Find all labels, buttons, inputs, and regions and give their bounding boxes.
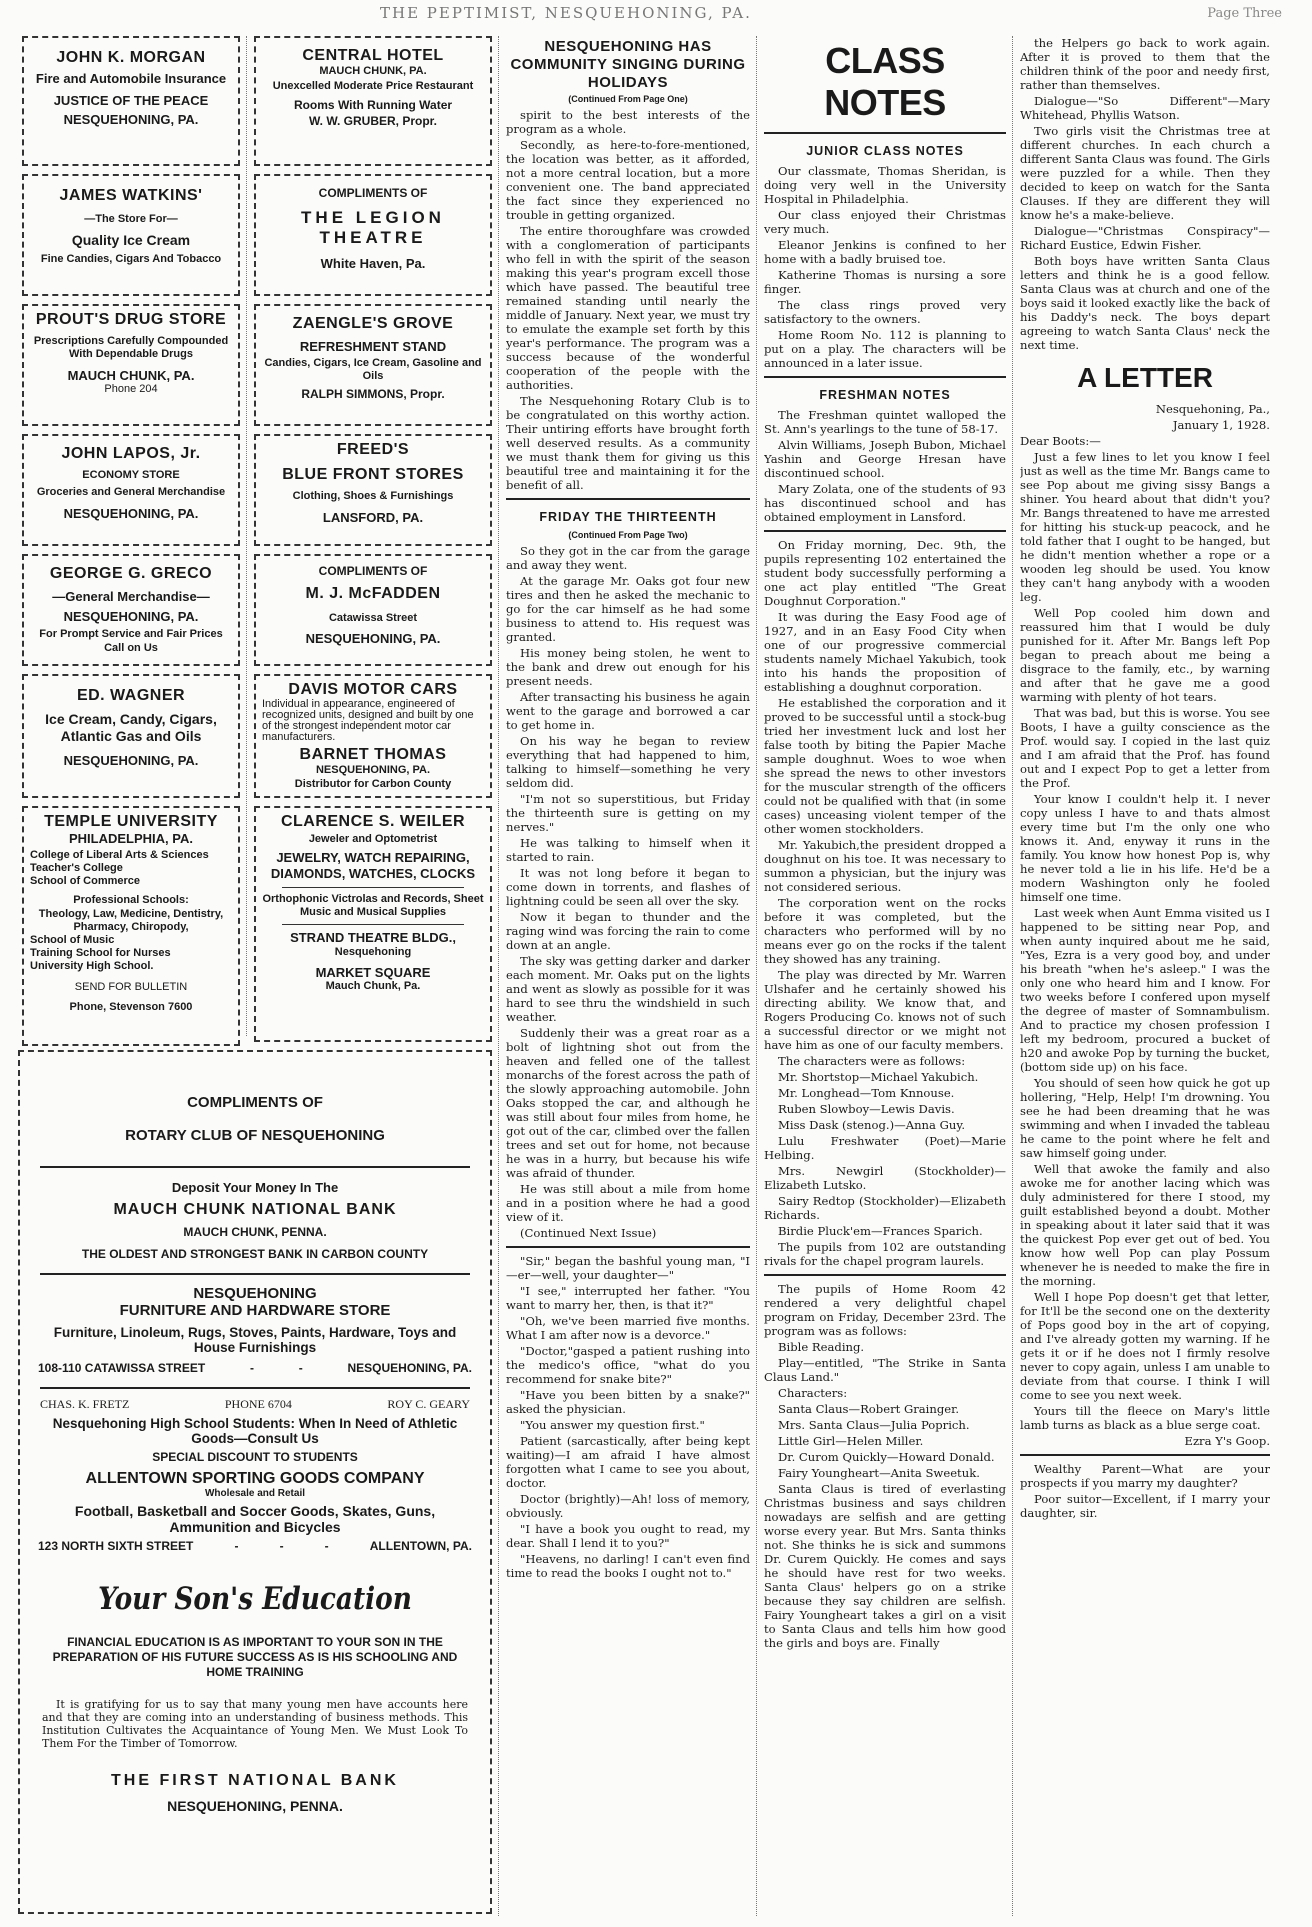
junior-notes (764, 164, 1006, 370)
paragraph: Lulu Freshwater (Poet)—Marie Helbing. (764, 1134, 1006, 1162)
paragraph: "Oh, we've been married five months. What I am after now is a devorce." (506, 1314, 750, 1342)
divider (40, 1387, 470, 1389)
ad-line: Nesquehoning (334, 945, 412, 958)
ad-davis-motor-cars (254, 674, 492, 798)
room-42-notes (764, 1282, 1006, 1650)
paragraph: The entire thoroughfare was crowded with a conglomeration of participants who fell in with the spirit of the season making this year's program excell those which have passed. The beautiful tree remained standing until nearly the middle of January. Next year, we must try to emulate the example set forth by this year's performance. The program was a success because of the wonderful cooperation of the people with the authorities. (506, 224, 750, 392)
paragraph: It was during the Easy Food age of 1927, and in an Easy Food City when one of our progressive commercial students namely Michael Yakubich, took into his hands the proposition of establishing a doughnut corporation. (764, 610, 1006, 694)
ad-john-morgan (22, 36, 240, 166)
column-3-articles (506, 36, 750, 1582)
ad-line: Distributor for Carbon County (294, 777, 452, 790)
section-title: FRESHMAN NOTES (819, 388, 951, 402)
section-title: JUNIOR CLASS NOTES (806, 144, 964, 158)
ad-line: FINANCIAL EDUCATION IS AS IMPORTANT TO YOUR SON IN THE PREPARATION OF HIS FUTURE SUCCESS AS IS HIS SCHOOLING AND HOME TRAINING (52, 1635, 458, 1679)
paragraph: "I'm not so superstitious, but Friday the thirteenth sure is getting on my nerves." (506, 792, 750, 834)
ad-line: Phone 204 (104, 383, 158, 396)
paragraph: Well Pop cooled him down and reassured him that I would be duly punished for it. After Mr. Bangs left Pop began to preach about me being a disgrace to the family, etc., by warning and after that he gave me a good warming with plenty of hot tears. (1020, 606, 1270, 704)
ad-dash: - (324, 1539, 329, 1553)
paragraph: The pupils of Home Room 42 rendered a very delightful chapel program on Friday, December 23rd. The program was as follows: (764, 1282, 1006, 1338)
paragraph: The characters were as follows: (778, 1054, 966, 1068)
divider (764, 1274, 1006, 1276)
paragraph: Wealthy Parent—What are your prospects if you marry my daughter? (1020, 1462, 1270, 1490)
ad-name: M. J. McFADDEN (305, 585, 441, 603)
paragraph: Our classmate, Thomas Sheridan, is doing very well in the University Hospital in Philadelphia. (764, 164, 1006, 206)
ad-name: CENTRAL HOTEL (302, 47, 444, 64)
ad-line: ALLENTOWN, PA. (369, 1539, 472, 1553)
ad-dash: - (279, 1539, 284, 1553)
paragraph: "Heavens, no darling! I can't even find time to read the books I ought not to." (506, 1552, 750, 1580)
ad-line: Clothing, Shoes & Furnishings (292, 490, 454, 503)
ad-line: JEWELRY, WATCH REPAIRING, DIAMONDS, WATCHES, CLOCKS (270, 850, 476, 881)
paragraph: Eleanor Jenkins is confined to her home with a badly bruised toe. (764, 238, 1006, 266)
ad-line: THE OLDEST AND STRONGEST BANK IN CARBON COUNTY (81, 1247, 429, 1261)
ad-line: Deposit Your Money In The (171, 1180, 339, 1195)
freshman-notes (764, 408, 1006, 524)
paragraph: Santa Claus—Robert Grainger. (778, 1402, 960, 1416)
paragraph: He established the corporation and it proved to be successful until a stock-bug tried her investment luck and lost her false tooth by biting the Papier Mache sample doughnut. Woes to woe when she spread the news to other investors for the muscular strength of the officers could not be qualified with that (in some cases) unceasing violent temper of the other women stockholders. (764, 696, 1006, 836)
paragraph: Mrs. Santa Claus—Julia Poprich. (778, 1418, 970, 1432)
jokes (506, 1254, 750, 1580)
ad-name: JOHN LAPOS, Jr. (61, 445, 201, 462)
paragraph: Fairy Youngheart—Anita Sweetuk. (778, 1466, 980, 1480)
ad-line: PHILADELPHIA, PA. (69, 831, 193, 847)
paragraph: Ruben Slowboy—Lewis Davis. (778, 1102, 955, 1116)
ad-line: Nesquehoning High School Students: When In Need of Athletic Goods—Consult Us (52, 1416, 458, 1446)
paragraph: Well I hope Pop doesn't get that letter, for It'll be the second one on the dexterity of Pops good boy in the art of copying, and I've already gotten my warning. If he gets it or if he does not I firmly resolve never to copy again, unless I am unable to deviate from that course. I think I will come to see you next week. (1020, 1290, 1270, 1402)
ad-line: White Haven, Pa. (320, 256, 426, 272)
divider (282, 924, 464, 925)
ad-legion-theatre (254, 174, 492, 296)
ad-line: Furniture, Linoleum, Rugs, Stoves, Paints, Hardware, Toys and House Furnishings (53, 1325, 457, 1355)
ad-line: Teacher's College (30, 861, 123, 874)
column-rule (756, 36, 757, 1916)
ad-line: Jeweler and Optometrist (308, 833, 438, 846)
paragraph: Home Room No. 112 is planning to put on a play. The characters will be announced in a later issue. (764, 328, 1006, 370)
ad-line: NESQUEHONING, PA. (315, 764, 431, 777)
divider (1020, 1454, 1270, 1456)
paragraph: Mr. Longhead—Tom Knnouse. (778, 1086, 955, 1100)
ad-line: Football, Basketball and Soccer Goods, Skates, Guns, Ammunition and Bicycles (74, 1503, 436, 1535)
paragraph: "I have a book you ought to read, my dear. Shall I lend it to you?" (506, 1522, 750, 1550)
ad-line: W. W. GRUBER, Propr. (308, 113, 437, 128)
divider (506, 1246, 750, 1248)
class-notes-title: CLASS NOTES (824, 40, 946, 123)
ad-name: THE LEGION THEATRE (301, 208, 445, 248)
paragraph: spirit to the best interests of the program as a whole. (506, 108, 750, 136)
ad-george-greco (22, 554, 240, 666)
ad-line: Candies, Cigars, Ice Cream, Gasoline and Oils (264, 356, 482, 382)
large-ad-block (18, 1050, 492, 1914)
ad-line: COMPLIMENTS OF (318, 186, 428, 200)
ad-line: NESQUEHONING, PA. (63, 608, 199, 624)
ad-line: MARKET SQUARE (315, 964, 431, 980)
ad-name: ED. WAGNER (76, 687, 186, 704)
paragraph: Alvin Williams, Joseph Bubon, Michael Yashin and George Hresan have discontinued school. (764, 438, 1006, 480)
letter-signature: Ezra Y's Goop. (1184, 1434, 1270, 1448)
ad-line: NESQUEHONING, PA. (305, 630, 441, 646)
ad-james-watkins (22, 174, 240, 296)
ad-name: CLARENCE S. WEILER (280, 813, 466, 830)
ad-line: Fire and Automobile Insurance (35, 71, 227, 87)
sporting-goods-ad (20, 1397, 490, 1553)
paragraph: Just a few lines to let you know I feel just as well as the time Mr. Bangs came to see Pop about me giving sissy Bangs a shiner. You heard about that didn't you? Mr. Bangs threatened to have me arrested for hitting his stuck-up peacock, and he told father that I ought to be hanged, but he didn't mention whether a rope or a wooden leg should be used. You know they can't hang anybody with a wooden leg. (1020, 450, 1270, 604)
letter-title: A LETTER (1077, 362, 1213, 393)
paragraph: His money being stolen, he went to the bank and drew out enough for his present needs. (506, 646, 750, 688)
ad-line: —General Merchandise— (52, 589, 210, 605)
ad-line: ECONOMY STORE (82, 469, 180, 482)
ad-ed-wagner (22, 674, 240, 798)
paragraph: The Nesquehoning Rotary Club is to be congratulated on this worthy action. Their untiring efforts have brought forth well deserved results. As a community we must thank them for giving us this beautiful tree and maintaining it for the benefit of all. (506, 394, 750, 492)
ad-dash: - (234, 1539, 239, 1553)
ad-name: DAVIS MOTOR CARS (288, 681, 458, 698)
ad-john-lapos (22, 434, 240, 546)
ad-mcfadden (254, 554, 492, 666)
ad-name: MAUCH CHUNK NATIONAL BANK (113, 1201, 397, 1218)
letter-date: January 1, 1928. (1172, 418, 1270, 432)
paragraph: On Friday morning, Dec. 9th, the pupils representing 102 entertained the student body successfully performing a one act play entitled "The Great Doughnut Corporation." (764, 538, 1006, 608)
ad-line: RALPH SIMMONS, Propr. (301, 387, 445, 402)
paragraph: "Have you been bitten by a snake?" asked the physician. (506, 1388, 750, 1416)
divider (282, 887, 464, 888)
ad-freeds (254, 434, 492, 546)
ad-line: COMPLIMENTS OF (187, 1094, 323, 1111)
paragraph: Two girls visit the Christmas tree at different churches. In each church a different Santa Claus was found. The Girls were puzzled for a while. Then they decided to keep on watch for the Santa Clauses. If they are different they will know he's a make-believe. (1020, 124, 1270, 222)
ad-line: School of Commerce (30, 875, 141, 888)
ad-name: JOHN K. MORGAN (56, 49, 206, 66)
paragraph: Patient (sarcastically, after being kept waiting)—I am afraid I have almost forgotten what I came to see you about, doctor. (506, 1434, 750, 1490)
ad-line: Fine Candies, Cigars And Tobacco (40, 253, 222, 266)
ad-name: GEORGE G. GRECO (49, 565, 213, 582)
column-5-letter (1020, 36, 1270, 1522)
paragraph: the Helpers go back to work again. After it is proved to them that the children think of the poor and needy first, rather than themselves. (1020, 36, 1270, 92)
ad-line: Phone, Stevenson 7600 (69, 1000, 193, 1013)
ad-line: BLUE FRONT STORES (282, 466, 464, 484)
paragraph: "Doctor,"gasped a patient rushing into the medico's office, "what do you recommend for snake bite?" (506, 1344, 750, 1386)
ad-line: Quality Ice Cream (71, 232, 191, 249)
paragraph: Well that awoke the family and also awoke me for another lacing which was duly administered for there I stood, my guilt established beyond a doubt. Mother in speaking about it later said that it was the quickest Pop ever get out of bed. You know how well Pop can play Possum whenever he is needed to make the fire in the morning. (1020, 1162, 1270, 1288)
ad-name: THE FIRST NATIONAL BANK (111, 1772, 399, 1789)
ad-line: Professional Schools: (73, 894, 189, 907)
divider (40, 1273, 470, 1275)
ad-line: Wholesale and Retail (204, 1488, 306, 1499)
article-body (506, 544, 750, 1240)
ad-line: Rooms With Running Water (293, 97, 453, 112)
column-rule (246, 36, 247, 1036)
article-title: NESQUEHONING HAS COMMUNITY SINGING DURING HOLIDAYS (510, 38, 746, 91)
paragraph: "Sir," began the bashful young man, "I—er—well, your daughter—" (506, 1254, 750, 1282)
ad-line: SEND FOR BULLETIN (74, 981, 188, 994)
ad-name: PROUT'S DRUG STORE (35, 311, 227, 328)
divider (764, 530, 1006, 532)
paragraph: The pupils from 102 are outstanding rivals for the chapel program laurels. (764, 1240, 1006, 1268)
ad-line: Catawissa Street (328, 611, 418, 624)
ad-line: CHAS. K. FRETZ (40, 1397, 130, 1411)
ad-line: Unexcelled Moderate Price Restaurant (272, 80, 474, 93)
ad-dash: - (249, 1361, 254, 1375)
paragraph: Secondly, as here-to-fore-mentioned, the location was better, as it afforded, not a more central location, but a more convenient one. The band appreciated the fact since they experienced no trouble in getting organized. (506, 138, 750, 222)
ads-column-2 (254, 36, 492, 1050)
ad-name: TEMPLE UNIVERSITY (44, 813, 218, 830)
ad-line: COMPLIMENTS OF (318, 564, 428, 578)
paragraph: The play was directed by Mr. Warren Ulshafer and he certainly showed his directing ability. We know that, and Rogers Producing Co. knows not of such a successful director or we might not have him as one of our faculty members. (764, 968, 1006, 1052)
ad-line: University High School. (30, 960, 154, 973)
masthead (0, 0, 1312, 22)
ad-name: ZAENGLE'S GROVE (292, 315, 454, 332)
rotary-ad (20, 1094, 490, 1144)
ad-line: REFRESHMENT STAND (299, 339, 447, 355)
ad-line: JUSTICE OF THE PEACE (53, 92, 209, 108)
paragraph: Bible Reading. (778, 1340, 865, 1354)
paragraph: Dialogue—"Christmas Conspiracy"—Richard Eustice, Edwin Fisher. (1020, 224, 1270, 252)
paragraph: Yours till the fleece on Mary's little lamb turns as black as a blue serge coat. (1020, 1404, 1270, 1432)
divider (506, 498, 750, 500)
ad-name: JAMES WATKINS' (59, 187, 203, 204)
ad-line: Training School for Nurses (30, 947, 171, 960)
ad-line: NESQUEHONING, PENNA. (167, 1798, 343, 1814)
paragraph: The corporation went on the rocks before it was completed, but the characters who performed will by no means ever go on the rocks if the talent they showed has any training. (764, 896, 1006, 966)
ad-line: NESQUEHONING, PA. (347, 1361, 472, 1375)
paragraph: It was not long before it began to come down in torrents, and flashes of lightning could be seen all over the sky. (506, 866, 750, 908)
ad-line: For Prompt Service and Fair Prices Call on Us (39, 628, 223, 654)
column-rule (1012, 36, 1013, 1916)
paragraph: Dialogue—"So Different"—Mary Whitehead, Phyllis Watson. (1020, 94, 1270, 122)
continued-note: (Continued From Page Two) (568, 530, 688, 540)
article-body (506, 108, 750, 492)
ad-line: STRAND THEATRE BLDG., (290, 929, 456, 945)
paragraph: Little Girl—Helen Miller. (778, 1434, 924, 1448)
column-4-class-notes (764, 36, 1006, 1652)
paragraph: Katherine Thomas is nursing a sore finger. (764, 268, 1006, 296)
ad-line: Individual in appearance, engineered of recognized units, designed and built by one of the strongest independent motor car manufacturers. (262, 698, 474, 744)
paragraph: Sairy Redtop (Stockholder)—Elizabeth Richards. (764, 1194, 1006, 1222)
furniture-store-ad (20, 1285, 490, 1375)
paragraph: Mrs. Newgirl (Stockholder)—Elizabeth Lutsko. (764, 1164, 1006, 1192)
ad-name: NESQUEHONING (193, 1285, 317, 1302)
ad-line: Ice Cream, Candy, Cigars, Atlantic Gas and Oils (45, 711, 217, 744)
continued-note: (Continued From Page One) (568, 94, 688, 104)
paragraph: Dr. Curom Quickly—Howard Donald. (778, 1450, 995, 1464)
ad-name: ROTARY CLUB OF NESQUEHONING (125, 1127, 385, 1144)
ad-line: NESQUEHONING, PA. (63, 112, 199, 128)
paragraph: Our class enjoyed their Christmas very much. (764, 208, 1006, 236)
paragraph: (Continued Next Issue) (520, 1226, 657, 1240)
first-national-bank-ad (20, 1581, 490, 1814)
play-notes (764, 538, 1006, 1268)
paragraph: That was bad, but this is worse. You see Boots, I have a guilty conscience as the Prof. would say. I copied in the last quiz and I am afraid that the Prof. has found out and I expect Pop to get a letter from the Prof. (1020, 706, 1270, 790)
class-notes-continued (1020, 36, 1270, 352)
paragraph: Mary Zolata, one of the students of 93 has discontinued school and has obtained employment in Lansford. (764, 482, 1006, 524)
paragraph: The Freshman quintet walloped the St. Ann's yearlings to the tune of 58-17. (764, 408, 1006, 436)
ad-line: Mauch Chunk, Pa. (325, 980, 421, 993)
paragraph: The class rings proved very satisfactory to the owners. (764, 298, 1006, 326)
divider (764, 132, 1006, 134)
ad-line: —The Store For— (84, 213, 178, 226)
jokes (1020, 1462, 1270, 1520)
ad-line: FURNITURE AND HARDWARE STORE (119, 1302, 391, 1319)
ad-line: SPECIAL DISCOUNT TO STUDENTS (152, 1450, 358, 1464)
paragraph: Mr. Yakubich,the president dropped a doughnut on his toe. It was necessary to summon a physician, but the injury was not considered serious. (764, 838, 1006, 894)
letter-salutation: Dear Boots:— (1020, 434, 1101, 448)
paragraph: Both boys have written Santa Claus letters and think he is a good fellow. Santa Claus was at church and one of the boys said it looked exactly like the back of his Daddy's neck. The boys depart agreeing to watch Santa Claus' neck the next time. (1020, 254, 1270, 352)
page-number: Page Three (1207, 6, 1282, 21)
paragraph: So they got in the car from the garage and away they went. (506, 544, 750, 572)
divider (764, 376, 1006, 378)
letter-body (1020, 450, 1270, 1432)
paragraph: Miss Dask (stenog.)—Anna Guy. (778, 1118, 966, 1132)
ad-temple-university (22, 806, 240, 1046)
ad-line: NESQUEHONING, PA. (63, 752, 199, 768)
ad-line: PHONE 6704 (224, 1397, 292, 1411)
paragraph: The sky was getting darker and darker each moment. Mr. Oaks put on the lights and went as slowly as possible for it was hard to see thru the windshield in such weather. (506, 954, 750, 1024)
ads-column-1 (22, 36, 240, 1054)
ad-name: BARNET THOMAS (299, 746, 447, 764)
ad-line: MAUCH CHUNK, PA. (319, 65, 427, 78)
ad-line: MAUCH CHUNK, PENNA. (183, 1225, 327, 1239)
paragraph: Now it began to thunder and the raging wind was forcing the rain to come down at an angle. (506, 910, 750, 952)
masthead-title: THE PEPTIMIST, NESQUEHONING, PA. (380, 4, 752, 22)
mauch-chunk-bank-ad (20, 1180, 490, 1261)
ad-prouts-drug-store (22, 304, 240, 426)
paragraph: Suddenly their was a great roar as a bolt of lightning shot out from the heaven and felled one of the tallest monarchs of the forest across the path of the slowly approaching automobile. John Oaks stopped the car, and although he was still about four miles from home, he got out of the car, climbed over the fallen trees and set out for home, not because he was in a hurry, but because his wife was afraid of thunder. (506, 1026, 750, 1180)
paragraph: After transacting his business he again went to the garage and borrowed a car to get home in. (506, 690, 750, 732)
paragraph: Play—entitled, "The Strike in Santa Claus Land." (764, 1356, 1006, 1384)
ad-name: FREED'S (336, 441, 410, 458)
ad-line: School of Music (30, 933, 115, 946)
paragraph: Mr. Shortstop—Michael Yakubich. (778, 1070, 979, 1084)
paragraph: Birdie Pluck'em—Frances Sparich. (778, 1224, 983, 1238)
ad-line: Groceries and General Merchandise (36, 486, 226, 499)
ad-line: ROY C. GEARY (387, 1397, 470, 1411)
ad-line: College of Liberal Arts & Sciences (30, 848, 209, 861)
ad-central-hotel (254, 36, 492, 166)
ad-headline: Your Son's Education (98, 1581, 412, 1617)
ad-name: ALLENTOWN SPORTING GOODS COMPANY (85, 1470, 425, 1487)
paragraph: Last week when Aunt Emma visited us I happened to be sitting near Pop, and when aunty inquired about me he said, "Yes, Ezra is a very good boy, and under his breath "when he's asleep." I was the only one who heard him and I know. For two weeks before I confered upon myself the degree of master of Somnambulism. And to practice my chosen profession I left my bedroom, procured a bucket of h20 and awoke Pop by turning the bucket, (bottom side up) on his face. (1020, 906, 1270, 1074)
paragraph: You should of seen how quick he got up hollering, "Help, Help! I'm drowning. You see he had been dreaming that he was swimming and when I invaded the tableau he came to the point where he felt and saw himself going under. (1020, 1076, 1270, 1160)
paragraph: At the garage Mr. Oaks got four new tires and then he asked the mechanic to go for the car himself as he had some business to attend to. His request was granted. (506, 574, 750, 644)
ad-zaengles-grove (254, 304, 492, 426)
paragraph: Doctor (brightly)—Ah! loss of memory, obviously. (506, 1492, 750, 1520)
column-rule (498, 36, 499, 1916)
letter-place: Nesquehoning, Pa., (1155, 402, 1270, 416)
ad-line: Theology, Law, Medicine, Dentistry, Pharmacy, Chiropody, (38, 907, 224, 933)
paragraph: "You answer my question first." (520, 1418, 705, 1432)
paragraph: "I see," interrupted her father. "You want to marry her, then, is that it?" (506, 1284, 750, 1312)
ad-line: MAUCH CHUNK, PA. (67, 367, 195, 383)
paragraph: Characters: (778, 1386, 848, 1400)
ad-body: It is gratifying for us to say that many young men have accounts here and that they are coming into an understanding of business methods. This Institution Cultivates the Acquaintance of Young Men. We Must Look To Them For the Timber of Tomorrow. (42, 1698, 468, 1750)
divider (40, 1166, 470, 1168)
article-title: FRIDAY THE THIRTEENTH (539, 510, 717, 524)
ad-line: Orthophonic Victrolas and Records, Sheet Music and Musical Supplies (262, 892, 484, 918)
paragraph: On his way he began to review everything that had happened to him, talking to himself—something he very seldom did. (506, 734, 750, 790)
ad-line: 108-110 CATAWISSA STREET (38, 1361, 206, 1375)
paragraph: He was still about a mile from home and in a position where he had a good view of it. (506, 1182, 750, 1224)
ad-line: Prescriptions Carefully Compounded With Dependable Drugs (33, 335, 229, 361)
ad-line: 123 NORTH SIXTH STREET (38, 1539, 194, 1553)
paragraph: Santa Claus is tired of everlasting Christmas business and says children nowadays are selfish and are getting worse every year. But Mrs. Santa thinks not. She thinks he is sick and summons Dr. Curem Quickly. He comes and says he should have rest for two weeks. Santa Claus' helpers go on a strike because they say children are selfish. Fairy Youngheart takes a girl on a visit to Santa Claus and tells him how good the girls and boys are. Finally (764, 1482, 1006, 1650)
paragraph: Poor suitor—Excellent, if I marry your daughter, sir. (1020, 1492, 1270, 1520)
paragraph: He was talking to himself when it started to rain. (506, 836, 750, 864)
paragraph: Your know I couldn't help it. I never copy unless I have to and thats almost every time but I'm the only one who knows it. And, enyway it runs in the family. You know how honest Pop is, why he never told a lie in his life. He'd be a modern Washington only he fooled himself one time. (1020, 792, 1270, 904)
ad-dash: - (298, 1361, 303, 1375)
ad-line: NESQUEHONING, PA. (63, 505, 199, 521)
ad-clarence-weiler (254, 806, 492, 1042)
ad-line: LANSFORD, PA. (322, 509, 424, 525)
